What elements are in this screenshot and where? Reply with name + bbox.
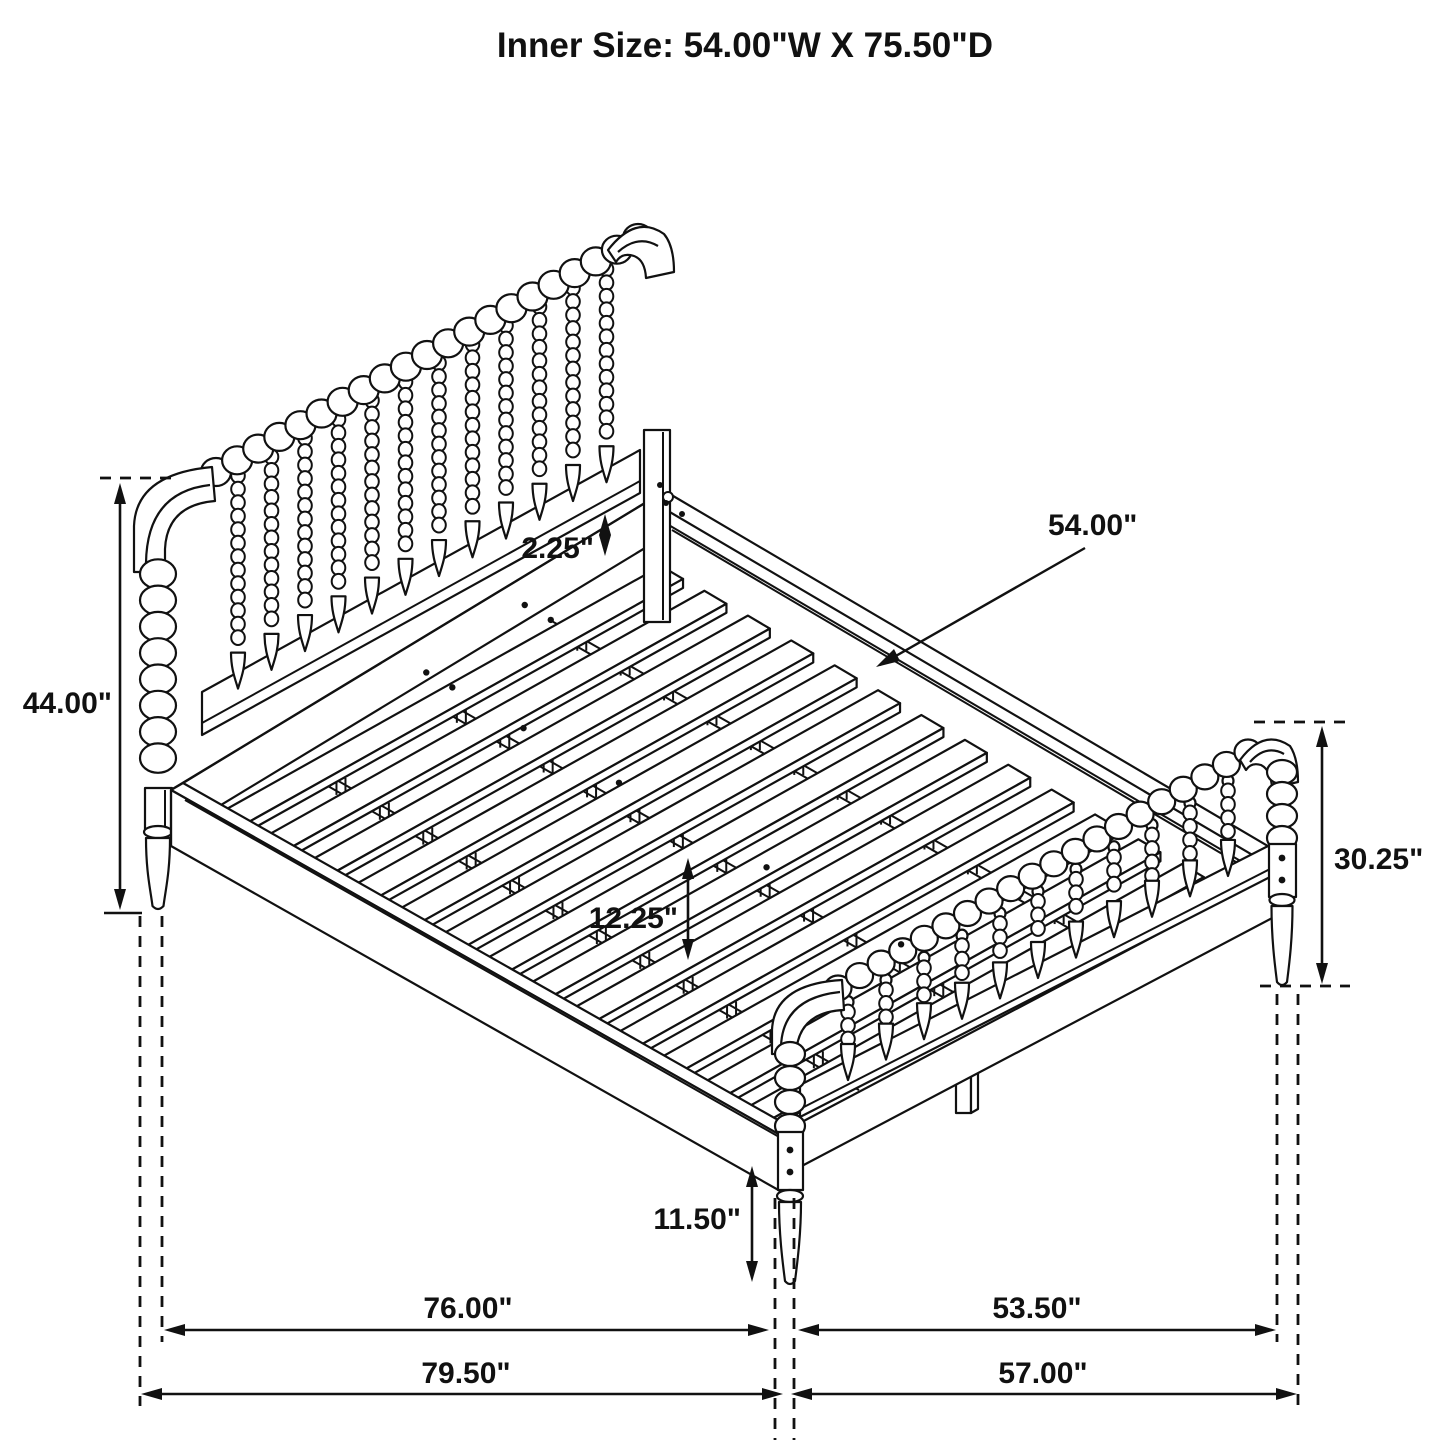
- dim-label-leg-height: 11.50": [653, 1203, 741, 1236]
- dim-label-under-clearance: 12.25": [588, 902, 678, 935]
- dim-label-slat-span: 54.00": [1048, 509, 1138, 542]
- diagram-title: Inner Size: 54.00"W X 75.50"D: [496, 26, 994, 65]
- dim-side-rail-length: [164, 1292, 769, 1336]
- dim-label-footboard-inner-width: 53.50": [992, 1292, 1082, 1325]
- dim-label-headboard-height: 44.00": [22, 687, 112, 720]
- dim-leg-height: [653, 1166, 794, 1440]
- dim-label-overall-depth: 79.50": [421, 1357, 511, 1390]
- dim-label-overall-width: 57.00": [998, 1357, 1088, 1390]
- dim-overall-depth: [141, 1357, 783, 1400]
- dim-overall-width: [791, 1357, 1297, 1400]
- dim-label-footboard-height: 30.25": [1334, 843, 1424, 876]
- dim-footboard-inner-width: [798, 1292, 1276, 1336]
- dim-label-platform-drop: 2.25": [521, 532, 594, 565]
- dim-label-side-rail-length: 76.00": [423, 1292, 513, 1325]
